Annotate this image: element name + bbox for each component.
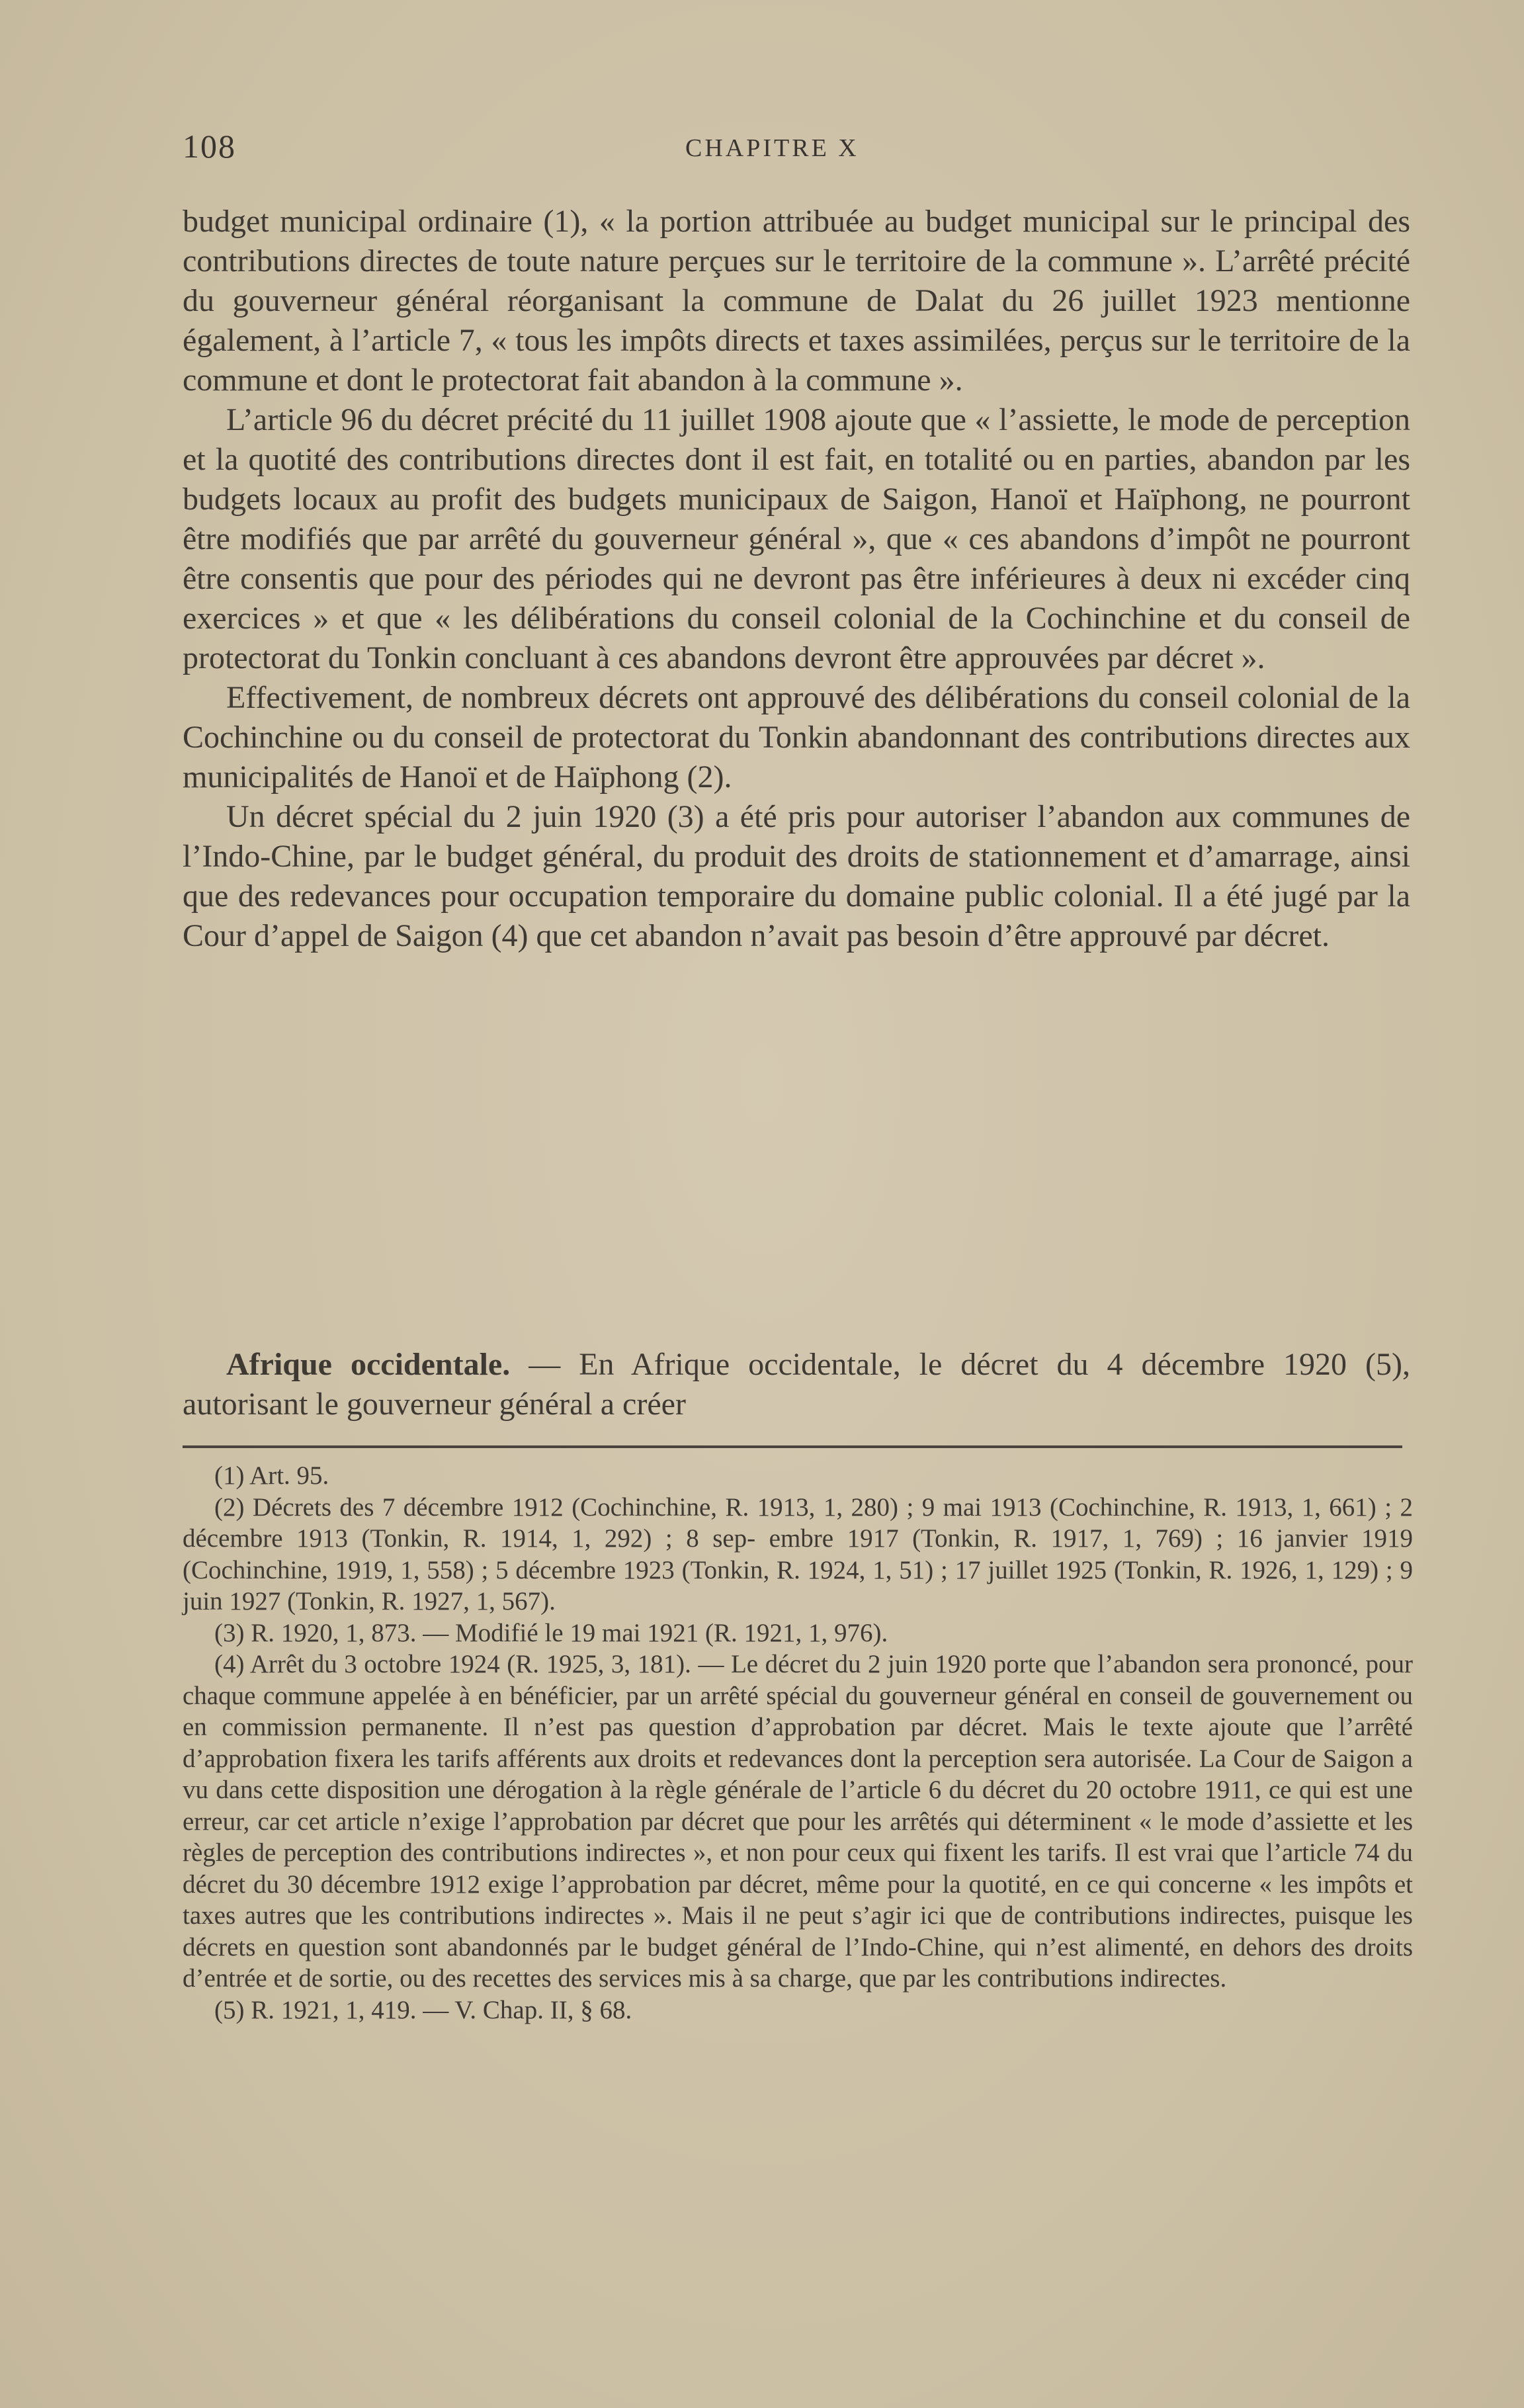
paragraph: budget municipal ordinaire (1), « la portion attribuée au budget municipal sur le principal des contributions directes de toute nature perçues sur le territoire de la commune ». L’arrêté précité du gouverneur général réorganisant la commune de Dalat du 26 juillet 1923 mentionne également, à l’article 7, « tous les impôts directs et taxes assimilées, perçus sur le territoire de la commune et dont le protectorat fait abandon à la commune ». xyxy=(183,204,1410,398)
footnotes xyxy=(183,1460,1413,2026)
footnote: (3) R. 1920, 1, 873. — Modifié le 19 mai 1921 (R. 1921, 1, 976). xyxy=(214,1618,888,1647)
footnote: (2) Décrets des 7 décembre 1912 (Cochinchine, R. 1913, 1, 280) ; 9 mai 1913 (Cochinchine, R. 1913, 1, 661) ; 2 décembre 1913 (Tonkin, R. 1914, 1, 292) ; 8 sep- embre 1917 (Tonkin, R. 1917, 1, 769) ; 16 janvier 1919 (Cochinchine, 1919, 1, 558) ; 5 décembre 1923 (Tonkin, R. 1924, 1, 51) ; 17 juillet 1925 (Tonkin, R. 1926, 1, 129) ; 9 juin 1927 (Tonkin, R. 1927, 1, 567). xyxy=(183,1492,1413,1615)
paragraph: Un décret spécial du 2 juin 1920 (3) a été pris pour autoriser l’abandon aux communes de l’Indo-Chine, par le budget général, du produit des droits de stationnement et d’amarrage, ainsi que des redevances pour occupation temporaire du domaine public colonial. Il a été jugé par la Cour d’appel de Saigon (4) que cet abandon n’avait pas besoin d’être approuvé par décret. xyxy=(183,799,1410,953)
paragraph: Effectivement, de nombreux décrets ont approuvé des délibérations du conseil colonial de la Cochinchine ou du conseil de protectorat du Tonkin abandonnant des contributions directes aux municipalités de Hanoï et de Haïphong (2). xyxy=(183,680,1410,795)
section-afrique-occidentale xyxy=(183,1345,1410,1424)
section-heading: Afrique occidentale. xyxy=(226,1347,511,1382)
paragraph: L’article 96 du décret précité du 11 juillet 1908 ajoute que « l’assiette, le mode de perception et la quotité des contributions directes dont il est fait, en totalité ou en parties, abandon par les budgets locaux au profit des budgets municipaux de Saigon, Hanoï et Haïphong, ne pourront être modifiés que par arrêté du gouverneur général », que « ces abandons d’impôt ne pourront être consentis que pour des périodes qui ne devront pas être inférieures à deux ni excéder cinq exercices » et que « les délibérations du conseil colonial de la Cochinchine et du conseil de protectorat du Tonkin concluant à ces abandons devront être approuvées par décret ». xyxy=(183,402,1410,675)
footnote: (5) R. 1921, 1, 419. — V. Chap. II, § 68. xyxy=(214,1995,632,2024)
footnote: (1) Art. 95. xyxy=(214,1461,329,1490)
footnote: (4) Arrêt du 3 octobre 1924 (R. 1925, 3, 181). — Le décret du 2 juin 1920 porte que l’abandon sera prononcé, pour chaque commune appelée à en bénéficier, par un arrêté spécial du gouverneur général en conseil de gouvernement ou en commission permanente. Il n’est pas question d’approbation par décret. Mais le texte ajoute que l’arrêté d’approbation fixera les tarifs afférents aux droits et redevances dont la perception sera autorisée. La Cour de Saigon a vu dans cette disposition une dérogation à la règle générale de l’article 6 du décret du 20 octobre 1911, ce qui est une erreur, car cet article n’exige l’approbation par décret que pour les arrêtés qui déterminent « le mode d’assiette et les règles de perception des contributions indirectes », et non pour ceux qui fixent les tarifs. Il est vrai que l’article 74 du décret du 30 décembre 1912 exige l’approbation par décret, même pour la quotité, en ce qui concerne « les impôts et taxes autres que les contributions indirectes ». Mais il ne peut s’agir ici que de contributions indirectes, puisque les décrets en question sont abandonnés par le budget général de l’Indo-Chine, qui n’est alimenté, en dehors des droits d’entrée et de sortie, ou des recettes des services mis à sa charge, que par les contributions indirectes. xyxy=(183,1650,1413,1993)
running-head: CHAPITRE X xyxy=(685,134,859,162)
section-text: — En Afrique occidentale, le décret du 4 décembre 1920 (5), autorisant le gouverneur général a créer xyxy=(183,1347,1411,1422)
page-header xyxy=(183,127,1405,173)
page-number: 108 xyxy=(183,128,236,165)
footnote-separator xyxy=(183,1445,1402,1448)
section-paragraph xyxy=(183,1345,1410,1424)
main-text xyxy=(183,202,1410,956)
